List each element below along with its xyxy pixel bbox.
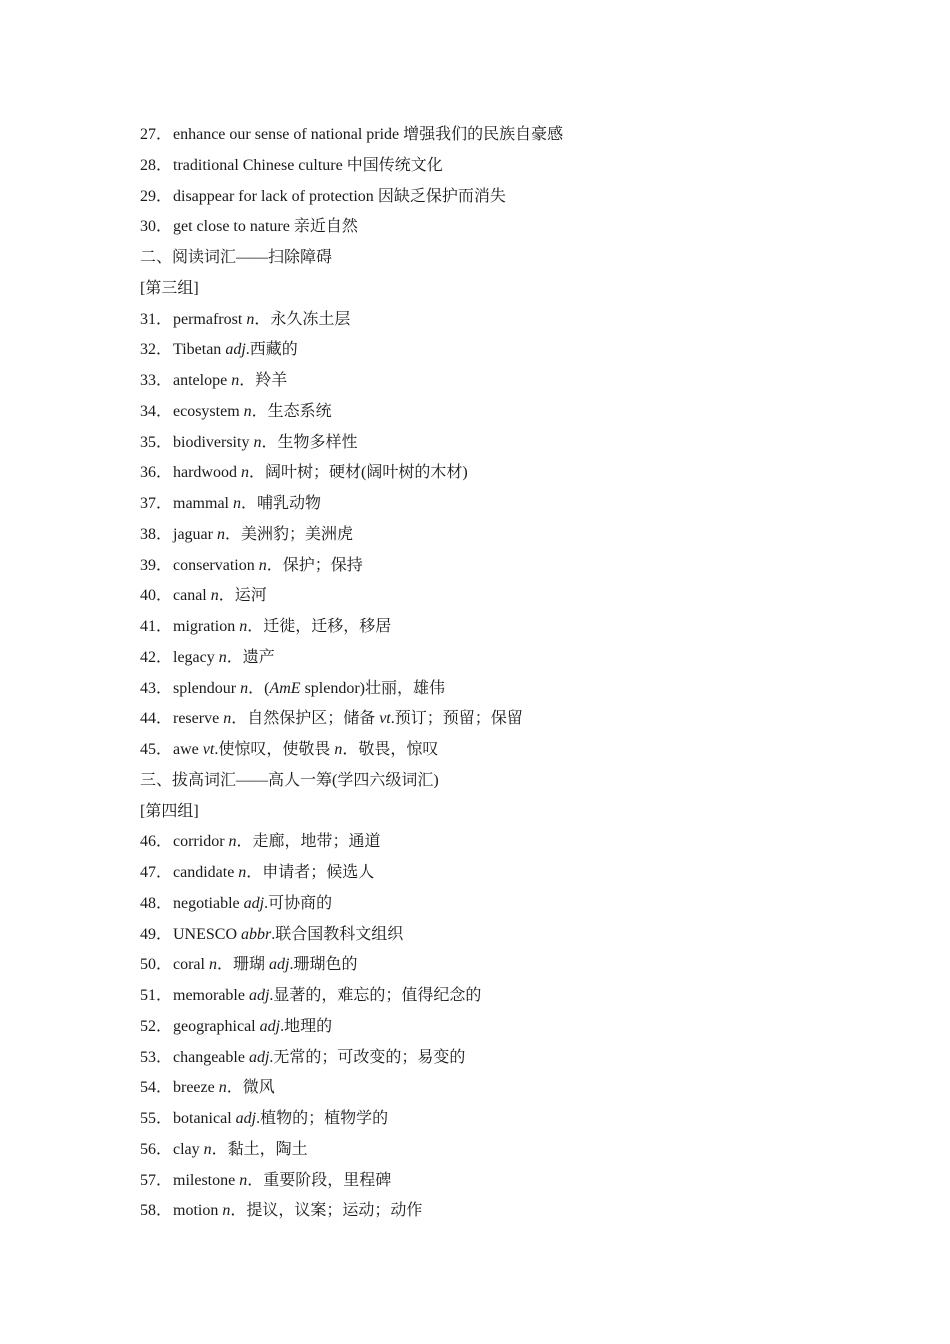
vocab-entry: [140, 889, 840, 920]
entry-meaning: 亲近自然: [293, 218, 358, 236]
part-of-speech: vt: [202, 741, 215, 758]
entry-number: 39．: [140, 556, 173, 574]
entry-meaning: .联合国教科文组织: [271, 925, 404, 943]
entry-number: 50．: [140, 956, 173, 974]
part-of-speech: n: [240, 679, 249, 697]
entry-meaning: .植物的；植物学的: [256, 1110, 389, 1127]
entry-word: conservation: [173, 556, 259, 574]
entry-meaning: .地理的: [280, 1017, 333, 1035]
entry-meaning: ．哺乳动物: [240, 495, 321, 512]
entry-meaning: ．保护；保持: [266, 556, 363, 574]
entry-meaning: .显著的，难忘的；值得纪念的: [269, 987, 482, 1004]
entry-word: permafrost: [173, 310, 247, 328]
entry-word: ecosystem: [173, 402, 244, 420]
part-of-speech: adj: [235, 1110, 257, 1127]
entry-number: 52．: [140, 1017, 173, 1035]
part-of-speech: adj: [248, 987, 270, 1004]
entry-number: 33．: [140, 372, 173, 389]
entry-number: 45．: [140, 741, 173, 758]
entry-word: mammal: [173, 495, 233, 512]
entry-meaning: .使惊叹，使敬畏: [214, 741, 335, 758]
vocab-entry: [140, 458, 840, 489]
vocab-entry: [140, 335, 840, 366]
entry-meaning: .珊瑚色的: [289, 956, 358, 974]
vocab-entry: [140, 735, 840, 766]
vocab-entry: [140, 120, 840, 151]
entry-number: 40．: [140, 587, 173, 605]
entry-word: migration: [173, 618, 240, 635]
heading-text: 三、拔高词汇——高人一筹(学四六级词汇): [140, 771, 439, 789]
vocab-entry: [140, 151, 840, 182]
entry-word: legacy: [173, 648, 219, 666]
entry-word: candidate: [173, 864, 239, 881]
part-of-speech: adj: [225, 341, 246, 359]
entry-meaning: ．(: [248, 679, 270, 697]
entry-word: splendour: [173, 679, 241, 697]
entry-word: clay: [173, 1140, 204, 1158]
entry-word: breeze: [173, 1079, 219, 1097]
part-of-speech: n: [218, 648, 227, 666]
section-heading: [140, 766, 840, 797]
part-of-speech: n: [210, 587, 219, 605]
vocab-entry: [140, 1012, 840, 1043]
vocab-entry: [140, 581, 840, 612]
entry-number: 38．: [140, 525, 173, 543]
entry-word: motion: [173, 1202, 223, 1220]
vocab-entry: [140, 551, 840, 582]
part-of-speech: n: [238, 864, 247, 881]
part-of-speech: n: [223, 710, 232, 728]
entry-word: jaguar: [173, 525, 217, 543]
entry-meaning: ．申请者；候选人: [246, 864, 375, 881]
entry-number: 51．: [140, 987, 173, 1004]
entry-meaning: ．提议，议案；运动；动作: [230, 1202, 423, 1220]
entry-meaning: ．敬畏，惊叹: [342, 741, 439, 758]
vocab-entry: [140, 981, 840, 1012]
entry-meaning: ．遗产: [226, 648, 275, 666]
vocab-entry: [140, 1166, 840, 1197]
entry-number: 34．: [140, 402, 173, 420]
part-of-speech: adj: [269, 956, 290, 974]
vocab-entry: [140, 1043, 840, 1074]
part-of-speech: n: [258, 556, 267, 574]
part-of-speech: n: [216, 525, 225, 543]
vocab-entry: [140, 1104, 840, 1135]
entry-word: enhance our sense of national pride: [173, 126, 404, 143]
entry-number: 29．: [140, 187, 173, 205]
entry-word: milestone: [173, 1171, 240, 1189]
entry-meaning: ．珊瑚: [216, 956, 269, 974]
entry-number: 53．: [140, 1048, 173, 1066]
entry-number: 37．: [140, 495, 173, 512]
entry-meaning: ．迁徙，迁移，移居: [247, 618, 392, 635]
entry-word: disappear for lack of protection: [173, 187, 378, 205]
heading-text: [第三组]: [140, 279, 199, 297]
entry-number: 42．: [140, 648, 173, 666]
part-of-speech: adj: [259, 1017, 281, 1035]
entry-meaning: .可协商的: [264, 894, 333, 912]
variant-label: AmE: [269, 679, 301, 697]
part-of-speech: adj: [243, 894, 265, 912]
entry-number: 55．: [140, 1110, 173, 1127]
entry-word: get close to nature: [173, 218, 294, 236]
entry-meaning: ．自然保护区；储备: [231, 710, 380, 728]
entry-word: biodiversity: [173, 433, 254, 451]
vocab-entry: [140, 182, 840, 213]
vocab-entry: [140, 212, 840, 243]
entry-number: 54．: [140, 1079, 173, 1097]
entry-number: 47．: [140, 864, 173, 881]
heading-text: 二、阅读词汇——扫除障碍: [140, 249, 333, 266]
part-of-speech: n: [240, 464, 249, 482]
entry-meaning: ．阔叶树；硬材(阔叶树的木材): [248, 464, 468, 482]
entry-word: memorable: [173, 987, 249, 1004]
part-of-speech: n: [334, 741, 343, 758]
part-of-speech: abbr: [241, 925, 272, 943]
entry-meaning: ．黏土，陶土: [211, 1140, 308, 1158]
entry-number: 48．: [140, 894, 173, 912]
part-of-speech: n: [208, 956, 217, 974]
entry-number: 43．: [140, 679, 173, 697]
entry-number: 35．: [140, 433, 173, 451]
entry-word: hardwood: [173, 464, 241, 482]
entry-number: 58．: [140, 1202, 173, 1220]
entry-word: awe: [173, 741, 203, 758]
entry-word: negotiable: [173, 894, 244, 912]
entry-word: UNESCO: [173, 925, 242, 943]
entry-word: reserve: [173, 710, 224, 728]
entry-number: 27．: [140, 126, 173, 143]
vocab-entry: [140, 489, 840, 520]
entry-word: corridor: [173, 833, 229, 851]
entry-word: changeable: [173, 1048, 249, 1066]
entry-number: 32．: [140, 341, 173, 359]
entry-number: 57．: [140, 1171, 173, 1189]
section-heading: [140, 274, 840, 305]
vocab-entry: [140, 428, 840, 459]
entry-number: 28．: [140, 156, 173, 174]
vocab-entry: [140, 305, 840, 336]
part-of-speech: n: [243, 402, 252, 420]
part-of-speech: n: [232, 495, 241, 512]
entry-meaning: 中国传统文化: [346, 156, 443, 174]
entry-meaning: ．永久冻土层: [254, 310, 351, 328]
vocab-entry: [140, 612, 840, 643]
entry-meaning: .西藏的: [245, 341, 298, 359]
entry-number: 56．: [140, 1140, 173, 1158]
entry-number: 41．: [140, 618, 173, 635]
entry-meaning: ．微风: [226, 1079, 275, 1097]
entry-meaning: ．重要阶段，里程碑: [247, 1171, 392, 1189]
entry-word: traditional Chinese culture: [173, 156, 347, 174]
part-of-speech: n: [218, 1079, 227, 1097]
part-of-speech: n: [222, 1202, 231, 1220]
entry-meaning: 因缺乏保护而消失: [377, 187, 506, 205]
vocab-entry: [140, 520, 840, 551]
entry-word: geographical: [173, 1017, 260, 1035]
vocab-entry: [140, 858, 840, 889]
entry-meaning: ．羚羊: [239, 372, 288, 389]
vocab-entry: [140, 1135, 840, 1166]
entry-meaning: ．美洲豹；美洲虎: [224, 525, 353, 543]
entry-meaning: ．运河: [218, 587, 267, 605]
entry-meaning: splendor)壮丽，雄伟: [300, 679, 445, 697]
entry-meaning: .无常的；可改变的；易变的: [269, 1048, 466, 1066]
vocab-entry: [140, 827, 840, 858]
heading-text: [第四组]: [140, 802, 199, 820]
vocab-entry: [140, 704, 840, 735]
vocab-entry: [140, 366, 840, 397]
part-of-speech: adj: [248, 1048, 270, 1066]
entry-meaning: ．走廊，地带；通道: [236, 833, 381, 851]
entry-word: coral: [173, 956, 209, 974]
part-of-speech: n: [203, 1140, 212, 1158]
entry-meaning: .预订；预留；保留: [390, 710, 523, 728]
vocab-entry: [140, 643, 840, 674]
part-of-speech: n: [231, 372, 240, 389]
vocab-entry: [140, 1196, 840, 1227]
vocab-entry: [140, 950, 840, 981]
part-of-speech: n: [246, 310, 255, 328]
part-of-speech: vt: [379, 710, 391, 728]
part-of-speech: n: [239, 618, 248, 635]
entry-number: 31．: [140, 310, 173, 328]
entry-number: 30．: [140, 218, 173, 236]
entry-word: Tibetan: [173, 341, 226, 359]
section-heading: [140, 243, 840, 274]
section-heading: [140, 797, 840, 828]
part-of-speech: n: [239, 1171, 248, 1189]
entry-number: 36．: [140, 464, 173, 482]
vocab-entry: [140, 920, 840, 951]
vocabulary-page: [140, 120, 840, 1227]
entry-meaning: ．生态系统: [251, 402, 332, 420]
entry-number: 44．: [140, 710, 173, 728]
part-of-speech: n: [228, 833, 237, 851]
entry-word: antelope: [173, 372, 232, 389]
vocab-entry: [140, 674, 840, 705]
entry-meaning: ．生物多样性: [261, 433, 358, 451]
entry-meaning: 增强我们的民族自豪感: [403, 126, 564, 143]
vocab-entry: [140, 1073, 840, 1104]
part-of-speech: n: [253, 433, 262, 451]
entry-word: botanical: [173, 1110, 236, 1127]
entry-number: 49．: [140, 925, 173, 943]
entry-word: canal: [173, 587, 211, 605]
vocab-entry: [140, 397, 840, 428]
entry-number: 46．: [140, 833, 173, 851]
